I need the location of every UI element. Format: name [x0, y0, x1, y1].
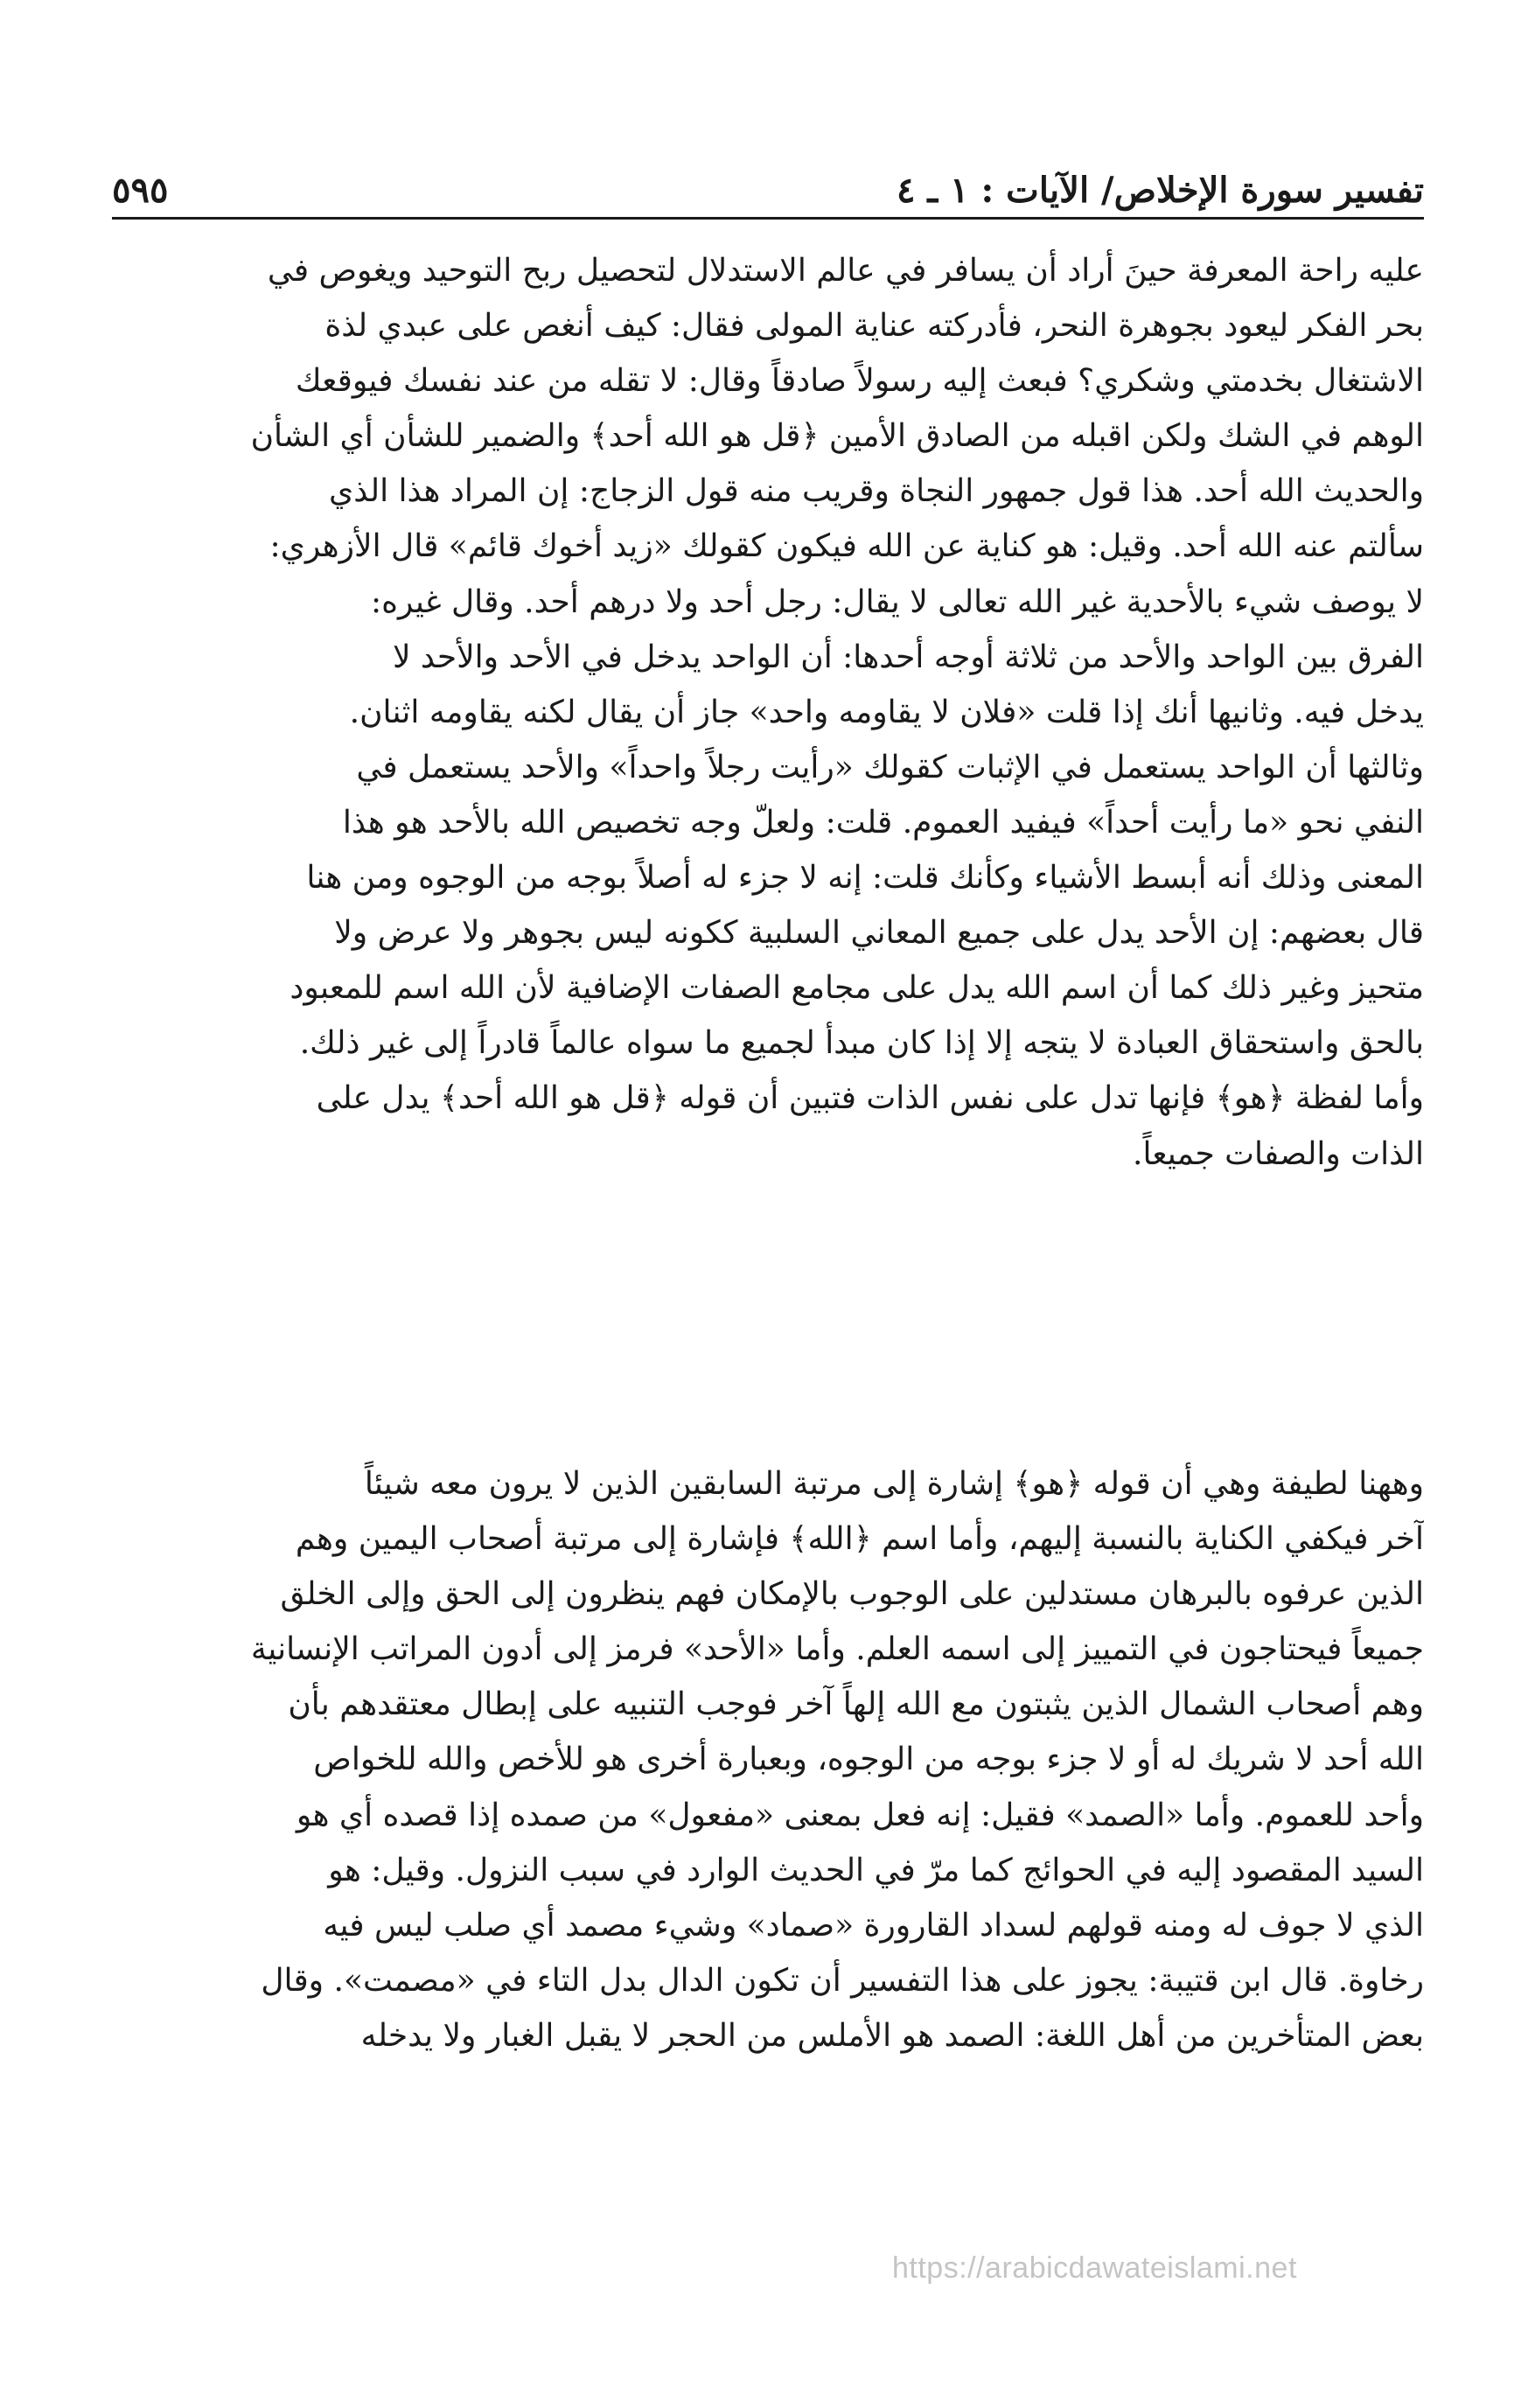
text-line: الذات والصفات جميعاً.	[1133, 1135, 1424, 1172]
text-line: الاشتغال بخدمتي وشكري؟ فبعث إليه رسولاً صادقاً وقال: لا تقله من عند نفسك فيوقعك	[295, 363, 1424, 400]
paragraph-2	[112, 1456, 1424, 2063]
text-line: السيد المقصود إليه في الحوائج كما مرّ في الحديث الوارد في سبب النزول. وقيل: هو	[328, 1852, 1424, 1888]
text-line: رخاوة. قال ابن قتيبة: يجوز على هذا التفسير أن تكون الدال بدل التاء في «مصمت». وقال	[261, 1962, 1424, 1999]
text-line: وهم أصحاب الشمال الذين يثبتون مع الله إلهاً آخر فوجب التنبيه على إبطال معتقدهم بأن	[288, 1686, 1424, 1723]
header-rule	[112, 217, 1424, 220]
text-line: سألتم عنه الله أحد. وقيل: هو كناية عن الله فيكون كقولك «زيد أخوك قائم» قال الأزهري:	[269, 528, 1424, 565]
text-line: الوهم في الشك ولكن اقبله من الصادق الأمين ﴿قل هو الله أحد﴾ والضمير للشأن أي الشأن	[250, 418, 1424, 455]
paragraph-1	[112, 243, 1424, 1182]
text-line: الذي لا جوف له ومنه قولهم لسداد القارورة «صماد» وشيء مصمد أي صلب ليس فيه	[323, 1907, 1424, 1944]
text-line: جميعاً فيحتاجون في التمييز إلى اسمه العلم. وأما «الأحد» فرمز إلى أدون المراتب الإنسانية	[250, 1631, 1424, 1668]
running-header	[112, 156, 1424, 211]
text-line: الذين عرفوه بالبرهان مستدلين على الوجوب بالإمكان فهم ينظرون إلى الحق وإلى الخلق	[280, 1576, 1424, 1613]
text-line: وههنا لطيفة وهي أن قوله ﴿هو﴾ إشارة إلى مرتبة السابقين الذين لا يرون معه شيئاً	[364, 1466, 1424, 1502]
text-line: وأما لفظة ﴿هو﴾ فإنها تدل على نفس الذات فتبين أن قوله ﴿قل هو الله أحد﴾ يدل على	[316, 1080, 1424, 1117]
text-line: النفي نحو «ما رأيت أحداً» فيفيد العموم. قلت: ولعلّ وجه تخصيص الله بالأحد هو هذا	[342, 804, 1424, 841]
watermark-url: https://arabicdawateislami.net	[892, 2251, 1297, 2285]
running-title: تفسير سورة الإخلاص/ الآيات : ١ ـ ٤	[897, 170, 1424, 211]
text-line: لا يوصف شيء بالأحدية غير الله تعالى لا يقال: رجل أحد ولا درهم أحد. وقال غيره:	[371, 583, 1424, 620]
text-line: الله أحد لا شريك له أو لا جزء بوجه من الوجوه، وبعبارة أخرى هو للأخص والله للخواص	[313, 1741, 1424, 1778]
text-line: وأحد للعموم. وأما «الصمد» فقيل: إنه فعل بمعنى «مفعول» من صمده إذا قصده أي هو	[296, 1797, 1424, 1833]
text-line: بحر الفكر ليعود بجوهرة النحر، فأدركته عناية المولى فقال: كيف أنغص على عبدي لذة	[324, 308, 1424, 345]
text-line: بالحق واستحقاق العبادة لا يتجه إلا إذا كان مبدأ لجميع ما سواه عالماً قادراً إلى غير ذلك.	[299, 1025, 1424, 1062]
text-line: عليه راحة المعرفة حينَ أراد أن يسافر في عالم الاستدلال لتحصيل ربح التوحيد ويغوص في	[267, 253, 1424, 289]
text-line: يدخل فيه. وثانيها أنك إذا قلت «فلان لا يقاومه واحد» جاز أن يقال لكنه يقاومه اثنان.	[349, 694, 1424, 730]
text-line: متحيز وغير ذلك كما أن اسم الله يدل على مجامع الصفات الإضافية لأن الله اسم للمعبود	[290, 970, 1424, 1007]
text-line: آخر فيكفي الكناية بالنسبة إليهم، وأما اسم ﴿الله﴾ فإشارة إلى مرتبة أصحاب اليمين وهم	[295, 1521, 1424, 1558]
text-line: وثالثها أن الواحد يستعمل في الإثبات كقولك «رأيت رجلاً واحداً» والأحد يستعمل في	[356, 749, 1424, 785]
page-number: ٥٩٥	[112, 170, 169, 211]
text-line: الفرق بين الواحد والأحد من ثلاثة أوجه أحدها: أن الواحد يدخل في الأحد والأحد لا	[392, 639, 1424, 675]
text-line: قال بعضهم: إن الأحد يدل على جميع المعاني السلبية ككونه ليس بجوهر ولا عرض ولا	[334, 915, 1424, 952]
text-line: بعض المتأخرين من أهل اللغة: الصمد هو الأملس من الحجر لا يقبل الغبار ولا يدخله	[360, 2017, 1424, 2054]
text-line: والحديث الله أحد. هذا قول جمهور النجاة وقريب منه قول الزجاج: إن المراد هذا الذي	[329, 473, 1424, 510]
text-line: المعنى وذلك أنه أبسط الأشياء وكأنك قلت: إنه لا جزء له أصلاً بوجه من الوجوه ومن هنا	[306, 860, 1424, 897]
